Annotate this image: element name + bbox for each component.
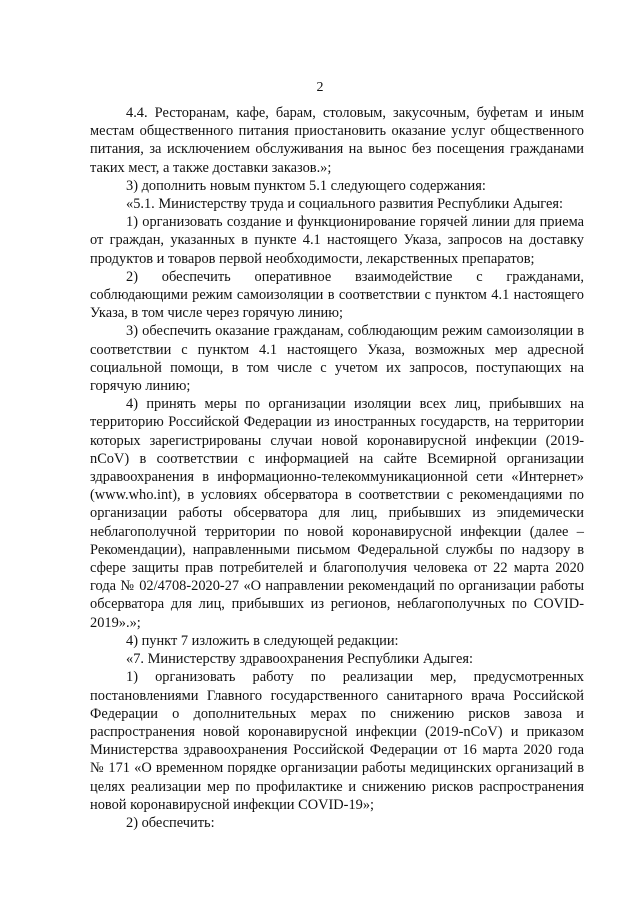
paragraph-4-4-catering: 4.4. Ресторанам, кафе, барам, столовым, закусочным, буфетам и иным местам общественного питания приостановить оказание услуг общественного питания, за исключением обслуживания на вынос без посещения гражданами таких мест, а также доставки заказов.»; (90, 105, 584, 176)
paragraph-provide: 2) обеспечить: (126, 814, 215, 831)
paragraph-organize-measures: 1) организовать работу по реализации мер, предусмотренных постановлениями Главного государственного санитарного врача Российской Федерации о дополнительных мерах по снижению рисков завоза и распространения новой коронавирусной инфекции (2019-nCoV) и приказом Министерства здравоохранения Российской Федерации от 16 марта 2020 года № 171 «О временном порядке организации работы медицинских организаций в целях реализации мер по профилактике и снижению рисков распространения новой коронавирусной инфекции COVID-19»; (90, 669, 584, 813)
paragraph-isolation-observatory: 4) принять меры по организации изоляции всех лиц, прибывших на территорию Российской Федерации из иностранных государств, на территории которых зарегистрированы случаи новой коронавирусной инфекции (2019-nCoV) в соответствии с информацией на сайте Всемирной организации здравоохранения в информационно-телекоммуникационной сети «Интернет» (www.who.int), в условиях обсерватора в соответствии с рекомендациями по организации работы обсерватора для лиц, прибывших из эпидемически неблагополучной территории по новой коронавирусной инфекции (далее – Рекомендации), направленными письмом Федеральной службы по надзору в сфере защиты прав потребителей и благополучия человека от 22 марта 2020 года № 02/4708-2020-27 «О направлении рекомендаций по организации работы обсерватора для лиц, прибывших из регионов, неблагополучных по COVID-2019».»; (90, 396, 584, 631)
paragraph-social-help: 3) обеспечить оказание гражданам, соблюдающим режим самоизоляции в соответствии с пунктом 4.1 настоящего Указа, возможных мер адресной социальной помощи, в том числе с учетом их запросов, поступающих на горячую линию; (90, 323, 584, 395)
page-number: 2 (316, 80, 324, 95)
paragraph-hotline: 1) организовать создание и функционирование горячей линии для приема от граждан, указанных в пункте 4.1 настоящего Указа, запросов на доставку продуктов и товаров первой необходимости, лекарственных препаратов; (90, 214, 584, 267)
paragraph-item-7-edit: 4) пункт 7 изложить в следующей редакции: (126, 632, 399, 649)
paragraph-7-ministry-health: «7. Министерству здравоохранения Республики Адыгея: (126, 651, 473, 668)
document-body (90, 104, 584, 832)
paragraph-add-item-5-1: 3) дополнить новым пунктом 5.1 следующего содержания: (126, 177, 486, 194)
paragraph-5-1-ministry-labor: «5.1. Министерству труда и социального развития Республики Адыгея: (126, 196, 564, 213)
paragraph-interaction: 2) обеспечить оперативное взаимодействие с гражданами, соблюдающими режим самоизоляции в соответствии с пунктом 4.1 настоящего Указа, в том числе через горячую линию; (90, 268, 584, 322)
